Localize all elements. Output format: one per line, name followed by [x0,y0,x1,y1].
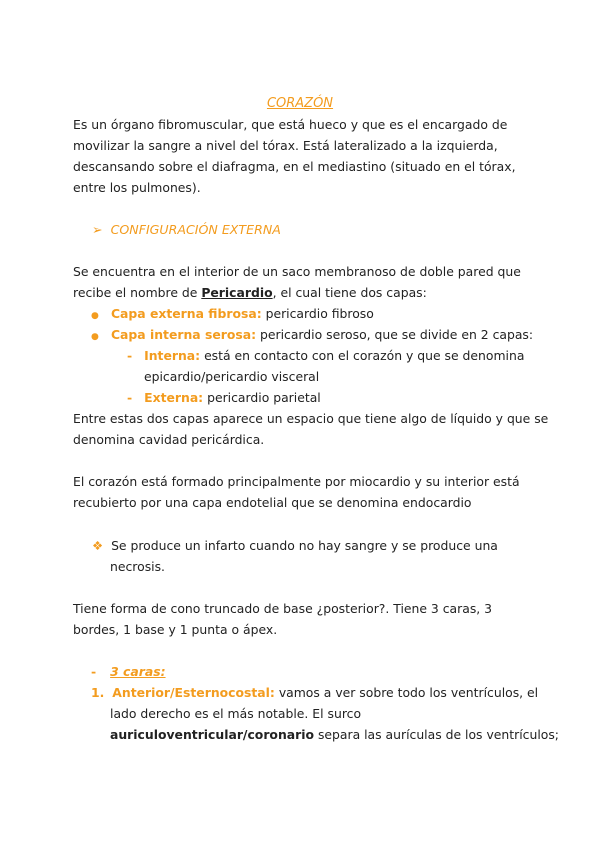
list-item-capa-externa [91,305,374,325]
intro-line-3: descansando sobre el diafragma, en el mediastino (situado en el tórax, [73,159,516,174]
caras-heading-text: 3 caras: [110,664,166,679]
externa-text: pericardio parietal [203,390,321,405]
intro-line-1: Es un órgano fibromuscular, que está hueco y que es el encargado de [73,117,508,132]
dash-bullet-icon: - [127,390,133,405]
dash-bullet-icon: - [91,664,97,679]
cara-anterior-line-3 [110,726,559,744]
pericardio-line-2-post: , el cual tiene dos capas: [272,285,427,300]
list-item-capa-interna [91,326,533,346]
cara-anterior-line-2: lado derecho es el más notable. El surco [110,706,362,721]
miocardio-line-1: El corazón está formado principalmente por miocardio y su interior está [73,474,520,489]
cara-anterior-line-3-post: separa las aurículas de los ventrículos; [314,727,559,742]
interna-label: Interna: [144,348,201,363]
dot-bullet-icon: ● [91,332,99,342]
cara-anterior-text: vamos a ver sobre todo los ventrículos, el [274,685,539,700]
caras-heading [91,663,166,681]
forma-line-2: bordes, 1 base y 1 punta o ápex. [73,622,278,637]
diamond-bullet-icon: ❖ [92,538,104,553]
page-title: CORAZÓN [266,96,334,111]
capa-interna-text: pericardio seroso, que se divide en 2 capas: [256,327,534,342]
infarto-line-1: Se produce un infarto cuando no hay sangre y se produce una [111,538,498,553]
cara-anterior-label: Anterior/Esternocostal: [112,685,275,700]
capa-externa-text: pericardio fibroso [261,306,374,321]
externa-label: Externa: [144,390,204,405]
pericardio-term: Pericardio [201,285,273,300]
capa-externa-label: Capa externa fibrosa: [110,306,262,321]
intro-line-4: entre los pulmones). [73,180,201,195]
pericardio-line-2 [73,284,427,302]
intro-line-2: movilizar la sangre a nivel del tórax. Está lateralizado a la izquierda, [73,138,498,153]
arrow-bullet-icon: ➢ [92,222,103,237]
infarto-line-2: necrosis. [110,559,165,574]
dot-bullet-icon: ● [91,311,99,321]
interna-text: está en contacto con el corazón y que se denomina [200,348,525,363]
sublist-item-interna [127,347,524,365]
surco-term: auriculoventricular/coronario [110,727,314,742]
cavidad-line-1: Entre estas dos capas aparece un espacio que tiene algo de líquido y que se [73,411,549,426]
pericardio-line-2-pre: recibe el nombre de [73,285,202,300]
miocardio-line-2: recubierto por una capa endotelial que se denomina endocardio [73,495,472,510]
capa-interna-label: Capa interna serosa: [110,327,257,342]
pericardio-line-1: Se encuentra en el interior de un saco membranoso de doble pared que [73,264,521,279]
interna-text-line-2: epicardio/pericardio visceral [144,369,320,384]
section-heading-text: CONFIGURACIÓN EXTERNA [110,222,281,237]
forma-line-1: Tiene forma de cono truncado de base ¿posterior?. Tiene 3 caras, 3 [73,601,493,616]
cavidad-line-2: denomina cavidad pericárdica. [73,432,265,447]
cara-anterior-item [91,684,538,702]
item-number: 1. [91,685,105,700]
section-heading [92,221,281,239]
sublist-item-externa [127,389,321,407]
dash-bullet-icon: - [127,348,133,363]
infarto-item [92,537,498,555]
